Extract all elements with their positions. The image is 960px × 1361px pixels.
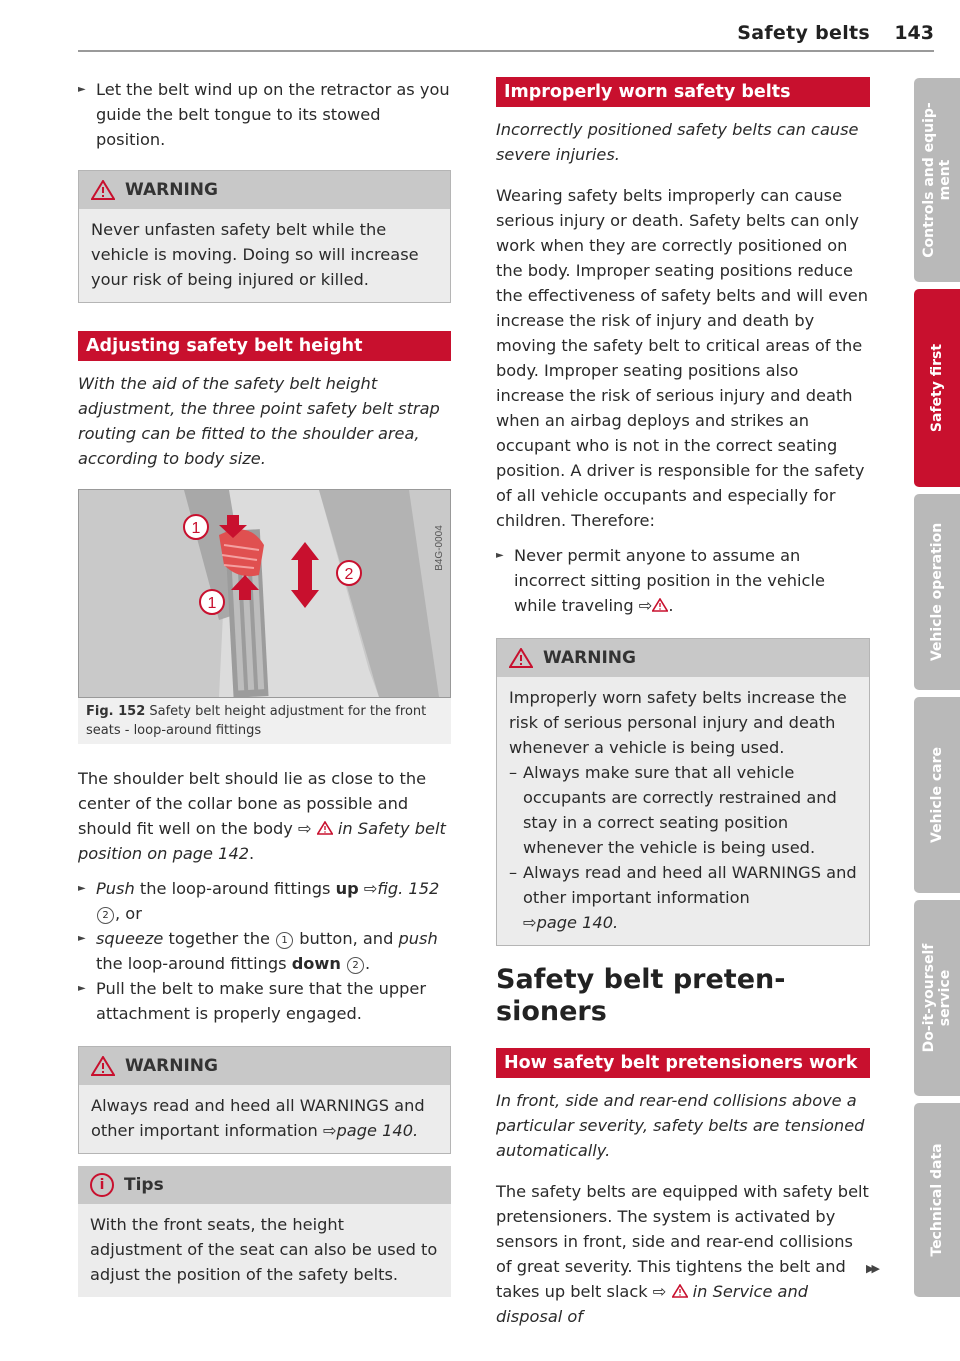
sidebar-tab-label: Safety first <box>929 343 945 433</box>
text: Always read and heed all WARNINGS and other important information <box>91 1096 425 1140</box>
page-reference-link[interactable]: ⇨page 140. <box>523 913 619 932</box>
sidebar-tab-vehicle-care[interactable] <box>914 697 960 893</box>
verb: Push <box>96 879 135 898</box>
sidebar-tab-label: Vehicle operation <box>929 522 945 662</box>
chapter-title-line: sioners <box>496 996 607 1027</box>
instruction-bullet-pull: ► Pull the belt to make sure that the upper attachment is properly engaged. <box>78 976 451 1026</box>
warning-content <box>497 677 869 945</box>
warning-text: Improperly worn safety belts increase the risk of serious personal injury and death whenever a vehicle is being used. <box>509 688 847 757</box>
instruction-bullet-push <box>78 876 451 926</box>
info-icon: i <box>90 1173 114 1197</box>
instruction-bullet: ► Let the belt wind up on the retractor as you guide the belt tongue to its stowed position. <box>78 77 451 152</box>
warning-icon <box>652 598 668 612</box>
paragraph-end: . <box>249 844 255 863</box>
warning-header <box>79 1047 450 1085</box>
page-reference-link[interactable]: ⇨page 140. <box>322 1121 419 1140</box>
page-number: 143 <box>894 22 934 44</box>
warning-title: WARNING <box>543 648 636 668</box>
warning-icon <box>317 821 333 835</box>
text: , or <box>115 904 142 923</box>
chapter-title-line: Safety belt preten- <box>496 964 786 995</box>
warning-icon <box>509 648 533 668</box>
instruction-bullet <box>496 543 870 618</box>
warning-icon <box>91 1056 115 1076</box>
figure-reference-link[interactable]: ⇨fig. 152 <box>363 879 440 898</box>
callout-number: 1 <box>276 932 293 949</box>
verb: squeeze <box>96 929 164 948</box>
warning-icon <box>91 180 115 200</box>
paragraph-improper: Wearing safety belts improperly can cause serious injury or death. Safety belts can only work when they are correctly positioned on the body. Improper seating positions reduce the effectiveness of safety belts and will even increase the risk of injury and death by moving the safety belt to critical areas of the body. Improper seating positions also increase the risk of serious injury and death when an airbag deploys and strikes an occupant who is not in the correct seating position. A driver is responsible for the safety of all vehicle occupants and especially for children. Therefore: <box>496 186 869 530</box>
text: Never permit anyone to assume an incorrect sitting position in the vehicle while traveling <box>514 546 825 615</box>
sidebar-tab-controls[interactable] <box>914 78 960 282</box>
text: together the <box>163 929 276 948</box>
sidebar-tab-technical-data[interactable] <box>914 1103 960 1297</box>
callout-1-bottom: 1 <box>207 595 217 612</box>
callout-1-top: 1 <box>191 520 201 537</box>
cross-reference-link[interactable]: in Safety belt position on page 142 <box>78 819 446 863</box>
chapter-title <box>496 964 870 1028</box>
warning-text <box>79 1085 450 1153</box>
instruction-bullet-squeeze <box>78 926 451 976</box>
left-column <box>78 77 451 1297</box>
figure-belt-height <box>78 489 451 698</box>
header-rule <box>78 50 934 52</box>
tips-header <box>78 1166 451 1204</box>
callout-number: 2 <box>347 957 364 974</box>
figure-caption-text: Safety belt height adjustment for the front seats - loop-around fittings <box>86 704 427 738</box>
tips-box <box>78 1166 451 1297</box>
cross-reference-link[interactable]: in Service and disposal of <box>496 1282 808 1326</box>
sidebar-tab-safety-first[interactable] <box>914 289 960 487</box>
text: button, and <box>294 929 399 948</box>
cross-ref-arrow[interactable]: ⇨ <box>652 1282 667 1301</box>
section-heading: How safety belt pretensioners work <box>496 1048 870 1078</box>
direction-down: down <box>291 954 341 973</box>
tips-text: With the front seats, the height adjustment of the seat can also be used to adjust the position of the safety belts. <box>90 1215 438 1284</box>
belt-illustration <box>79 490 450 697</box>
warning-dash-item <box>509 860 857 935</box>
section-heading: Improperly worn safety belts <box>496 77 870 107</box>
paragraph-shoulder-belt <box>78 766 451 866</box>
warning-header <box>497 639 869 677</box>
warning-box <box>496 638 870 946</box>
sidebar-tab-label: Vehicle care <box>929 747 945 843</box>
section-lead: Incorrectly positioned safety belts can cause severe injuries. <box>496 120 859 164</box>
section-lead: In front, side and rear-end collisions above a particular severity, safety belts are tensioned automatically. <box>496 1091 865 1160</box>
warning-dash-item: – Always make sure that all vehicle occupants are correctly restrained and stay in a correct seating position whenever the vehicle is being used. <box>509 760 857 860</box>
text: . <box>668 596 674 615</box>
figure-code: B4G-0004 <box>434 525 445 571</box>
sidebar-tab-vehicle-operation[interactable] <box>914 494 960 690</box>
cross-ref-arrow[interactable]: ⇨ <box>298 819 312 838</box>
warning-box <box>78 1046 451 1154</box>
warning-title: WARNING <box>125 180 218 200</box>
warning-title: WARNING <box>125 1056 218 1076</box>
direction-up: up <box>335 879 359 898</box>
figure-number: Fig. 152 <box>86 704 146 719</box>
running-header-title: Safety belts <box>737 22 870 44</box>
right-column <box>496 77 870 1329</box>
tips-title: Tips <box>124 1175 164 1195</box>
warning-icon <box>672 1284 688 1298</box>
sidebar-tab-label: Controls and equip- ment <box>921 102 953 258</box>
text: The safety belts are equipped with safety belt pretensioners. The system is activated by sensors in front, side and rear-end collisions of great severity. This tightens the belt and takes up belt slack <box>496 1182 869 1301</box>
warning-header <box>79 171 450 209</box>
figure-caption <box>78 698 451 744</box>
text: Always read and heed all WARNINGS and other important information <box>523 863 857 907</box>
paragraph-text: The shoulder belt should lie as close to the center of the collar bone as possible and should fit well on the body <box>78 769 427 838</box>
section-lead: With the aid of the safety belt height adjustment, the three point safety belt strap routing can be fitted to the shoulder area, according to body size. <box>78 374 440 468</box>
warning-text: Never unfasten safety belt while the vehicle is moving. Doing so will increase your risk of being injured or killed. <box>91 220 419 289</box>
callout-number: 2 <box>97 907 114 924</box>
sidebar-tab-do-it-yourself[interactable] <box>914 900 960 1096</box>
section-heading: Adjusting safety belt height <box>78 331 451 361</box>
sidebar-tab-label: Do-it-yourself service <box>921 943 953 1053</box>
paragraph-pretensioners <box>496 1179 870 1329</box>
callout-2: 2 <box>344 566 354 583</box>
verb: push <box>398 929 438 948</box>
text: the loop-around fittings <box>96 954 292 973</box>
sidebar-tab-label: Technical data <box>929 1143 945 1257</box>
cross-ref-arrow[interactable]: ⇨ <box>638 596 653 615</box>
continue-arrow-icon: ▶▶ <box>866 1262 877 1275</box>
warning-box <box>78 170 451 303</box>
text: . <box>365 954 371 973</box>
text: the loop-around fittings <box>134 879 336 898</box>
